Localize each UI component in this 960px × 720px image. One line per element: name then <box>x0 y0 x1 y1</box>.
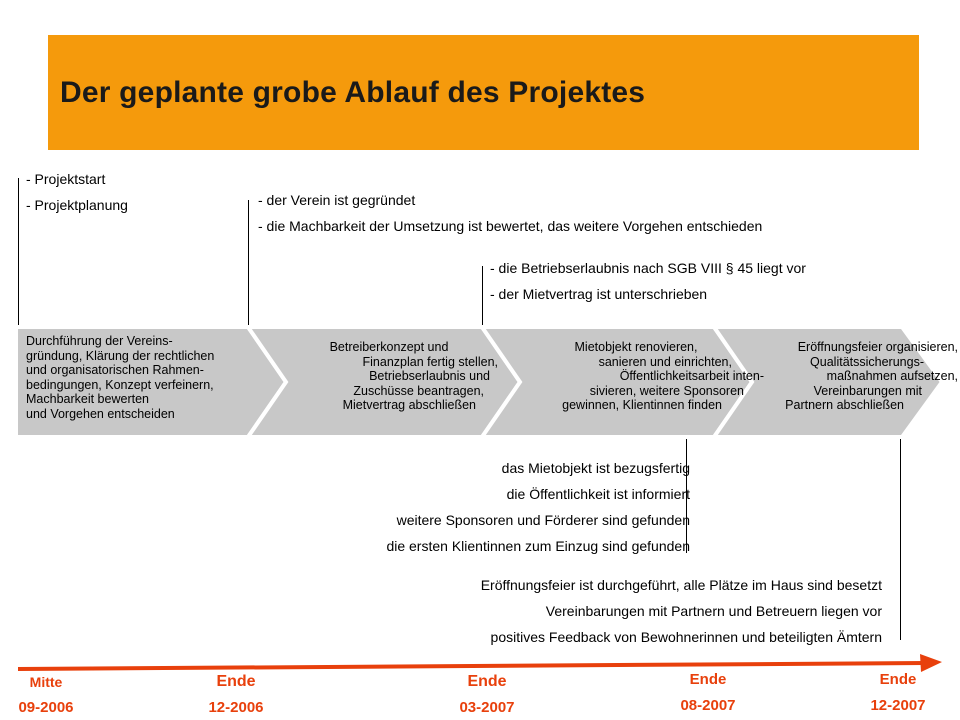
note-line: weitere Sponsoren und Förderer sind gefunden <box>396 512 690 528</box>
phase-line: Eröffnungsfeier organisieren, <box>797 340 958 354</box>
phase-line: Mietobjekt renovieren, <box>574 340 698 354</box>
note-line: - die Machbarkeit der Umsetzung ist bewertet, das weitere Vorgehen entschieden <box>258 218 763 234</box>
milestone-label: Ende <box>467 673 507 690</box>
milestone-4 <box>658 670 758 716</box>
phase-line: maßnahmen aufsetzen, <box>826 369 958 383</box>
milestone-label: Ende <box>216 673 256 690</box>
phase-line: Betreiberkonzept und <box>329 340 449 354</box>
phase-line: und organisatorischen Rahmen- <box>26 363 204 377</box>
phase-line: Mietvertrag abschließen <box>342 398 476 412</box>
note-line: die Öffentlichkeit ist informiert <box>506 486 690 502</box>
note-line: - der Verein ist gegründet <box>258 192 416 208</box>
note-line: - Projektplanung <box>26 197 128 213</box>
phase-line: gewinnen, Klientinnen finden <box>562 398 722 412</box>
note-line: - die Betriebserlaubnis nach SGB VIII § 45 liegt vor <box>490 260 806 276</box>
note-line: positives Feedback von Bewohnerinnen und beteiligten Ämtern <box>490 629 882 645</box>
milestone-label: Ende <box>879 671 917 688</box>
phase-line: Finanzplan fertig stellen, <box>362 354 498 369</box>
phase-line: Öffentlichkeitsarbeit inten- <box>619 369 764 383</box>
milestone-date: 12-2007 <box>870 697 926 714</box>
milestone-date: 08-2007 <box>680 697 736 714</box>
milestone-label: Mitte <box>29 674 63 690</box>
milestone-label: Ende <box>689 671 727 688</box>
phase-line: Betriebserlaubnis und <box>369 369 490 383</box>
phase-line: und Vorgehen entscheiden <box>26 406 175 421</box>
milestone-2 <box>186 672 286 718</box>
note-line: - der Mietvertrag ist unterschrieben <box>490 286 708 302</box>
phase-line: Zuschüsse beantragen, <box>353 383 484 398</box>
milestone-date: 03-2007 <box>459 699 515 716</box>
note-line: Eröffnungsfeier ist durchgeführt, alle Plätze im Haus sind besetzt <box>480 577 882 593</box>
note-line: das Mietobjekt ist bezugsfertig <box>501 460 690 476</box>
phase-line: gründung, Klärung der rechtlichen <box>26 348 215 363</box>
phase-line: Qualitätssicherungs- <box>810 354 924 369</box>
milestone-1 <box>0 672 96 718</box>
phase-line: Machbarkeit bewerten <box>26 392 149 406</box>
note-line: Vereinbarungen mit Partnern und Betreuern liegen vor <box>545 603 882 619</box>
note-line: - Projektstart <box>26 171 106 187</box>
timeline-line <box>18 663 926 669</box>
phase-line: sivieren, weitere Sponsoren <box>589 383 744 398</box>
phase-line: sanieren und einrichten, <box>598 354 732 369</box>
phase-line: bedingungen, Konzept verfeinern, <box>26 377 214 392</box>
milestone-3 <box>437 672 537 718</box>
page-title: Der geplante grobe Ablauf des Projektes <box>60 76 646 109</box>
milestone-5 <box>848 670 948 716</box>
milestone-date: 09-2006 <box>18 699 74 716</box>
phase-line: Partnern abschließen <box>785 398 904 412</box>
milestone-date: 12-2006 <box>208 699 264 716</box>
note-line: die ersten Klientinnen zum Einzug sind gefunden <box>386 538 690 554</box>
phase-line: Vereinbarungen mit <box>813 383 922 398</box>
phase-line: Durchführung der Vereins- <box>26 334 173 348</box>
